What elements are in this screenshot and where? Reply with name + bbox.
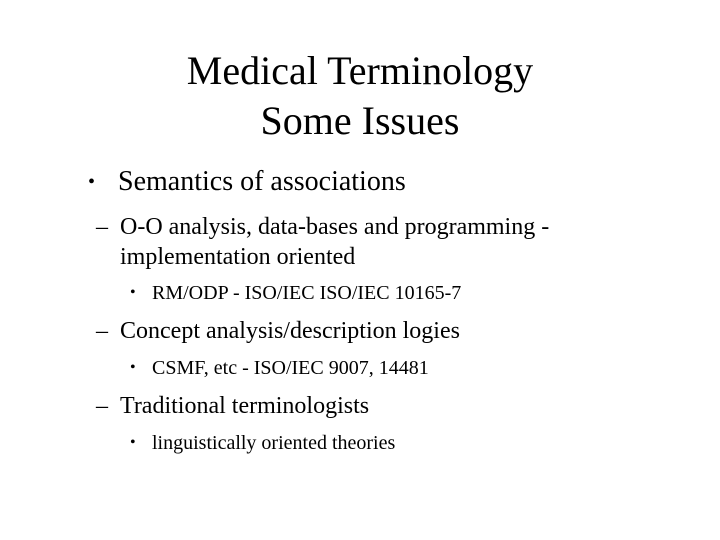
bullet-icon: • — [130, 284, 136, 301]
dash-icon: – — [96, 318, 108, 344]
detail-rm-odp-text: RM/ODP - ISO/IEC ISO/IEC 10165-7 — [152, 282, 462, 304]
bullet-icon: • — [130, 359, 136, 376]
bullet-icon: • — [88, 171, 96, 193]
bullet-icon: • — [130, 434, 136, 451]
dash-icon: – — [96, 393, 108, 419]
sub-item-concept-analysis-text: Concept analysis/description logies — [120, 318, 460, 344]
detail-csmf-text: CSMF, etc - ISO/IEC 9007, 14481 — [152, 357, 429, 379]
title-line-2: Some Issues — [260, 98, 460, 143]
sub-item-oo-analysis-text: O-O analysis, data-bases and programming - implementation oriented — [120, 214, 550, 270]
slide-title — [140, 46, 580, 146]
dash-icon: – — [96, 214, 108, 240]
sub-item-traditional-text: Traditional terminologists — [120, 393, 370, 419]
detail-linguistic-text: linguistically oriented theories — [152, 432, 396, 454]
bullet-semantics-text: Semantics of associations — [118, 166, 406, 197]
title-line-1: Medical Terminology — [186, 48, 534, 93]
